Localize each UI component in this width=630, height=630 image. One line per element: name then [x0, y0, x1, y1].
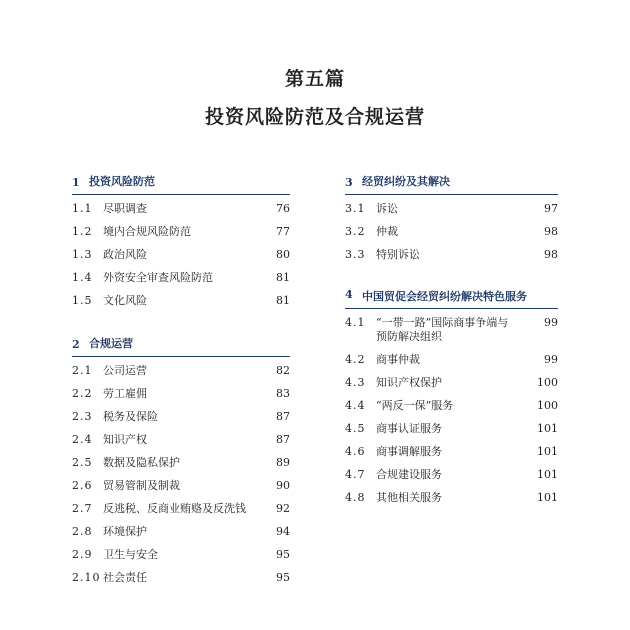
entry-number: 4.2: [345, 353, 366, 366]
main-title: 投资风险防范及合规运营: [204, 106, 425, 128]
entry-title: 反逃税、反商业贿赂及反洗钱: [103, 502, 246, 515]
section-heading[interactable]: [72, 334, 290, 354]
toc-right-column: [345, 172, 558, 531]
section-divider: [72, 194, 290, 195]
entry-page: 100: [537, 376, 558, 389]
toc-entry[interactable]: [72, 201, 290, 224]
toc-entry[interactable]: [72, 524, 290, 547]
toc-entry[interactable]: [345, 247, 558, 270]
section-title: 投资风险防范: [89, 175, 155, 188]
entry-title: 贸易管制及制裁: [103, 479, 180, 492]
section-title: 中国贸促会经贸纠纷解决特色服务: [362, 290, 527, 303]
toc-entry[interactable]: [345, 201, 558, 224]
toc-entry[interactable]: [345, 375, 558, 398]
entry-title: 尽职调查: [103, 202, 147, 215]
toc-entry[interactable]: [72, 293, 290, 316]
toc-entry[interactable]: [72, 409, 290, 432]
toc-section: [72, 172, 290, 316]
entry-number: 4.6: [345, 445, 366, 458]
section-divider: [72, 356, 290, 357]
entry-number: 1.1: [72, 202, 93, 215]
entry-number: 1.3: [72, 248, 93, 261]
entry-title: 其他相关服务: [376, 491, 442, 504]
entry-number: 2.9: [72, 548, 93, 561]
toc-entry[interactable]: [72, 432, 290, 455]
entry-number: 1.2: [72, 225, 93, 238]
entry-title: “两反一保”服务: [376, 399, 454, 412]
entry-number: 2.2: [72, 387, 93, 400]
entry-title: 商事调解服务: [376, 445, 442, 458]
toc-section: [345, 288, 558, 513]
entry-number: 1.4: [72, 271, 93, 284]
entry-number: 3.1: [345, 202, 366, 215]
toc-entry[interactable]: [345, 315, 558, 352]
entry-title: 商事认证服务: [376, 422, 442, 435]
entry-page: 98: [544, 248, 558, 261]
entry-number: 2.5: [72, 456, 93, 469]
entry-title: 公司运营: [103, 364, 147, 377]
entry-number: 2.10: [72, 571, 101, 584]
entry-title: 环境保护: [103, 525, 147, 538]
toc-entry[interactable]: [72, 501, 290, 524]
entry-page: 101: [537, 422, 558, 435]
entry-number: 4.1: [345, 316, 366, 329]
section-divider: [345, 308, 558, 309]
entry-page: 94: [276, 525, 290, 538]
entry-title: 数据及隐私保护: [103, 456, 180, 469]
section-heading[interactable]: [72, 172, 290, 192]
toc-entry[interactable]: [72, 547, 290, 570]
entry-number: 1.5: [72, 294, 93, 307]
entry-number: 4.7: [345, 468, 366, 481]
entry-number: 2.7: [72, 502, 93, 515]
entry-page: 92: [276, 502, 290, 515]
entry-page: 101: [537, 445, 558, 458]
toc-section: [345, 172, 558, 270]
entry-page: 87: [276, 410, 290, 423]
toc-entry[interactable]: [345, 444, 558, 467]
entry-number: 2.1: [72, 364, 93, 377]
toc-entry[interactable]: [72, 386, 290, 409]
entry-page: 81: [276, 271, 290, 284]
entry-page: 98: [544, 225, 558, 238]
entry-title: 社会责任: [103, 571, 147, 584]
entry-number: 4.4: [345, 399, 366, 412]
entry-title: 商事仲裁: [376, 353, 420, 366]
entry-title: 知识产权: [103, 433, 147, 446]
entry-number: 3.3: [345, 248, 366, 261]
toc-entry[interactable]: [72, 247, 290, 270]
entry-page: 77: [276, 225, 290, 238]
entry-number: 2.3: [72, 410, 93, 423]
entry-page: 87: [276, 433, 290, 446]
entry-page: 101: [537, 468, 558, 481]
section-heading[interactable]: [345, 288, 558, 306]
entry-title: 特别诉讼: [376, 248, 420, 261]
entry-page: 76: [276, 202, 290, 215]
toc-entry[interactable]: [72, 270, 290, 293]
entry-number: 2.4: [72, 433, 93, 446]
toc-entry[interactable]: [72, 455, 290, 478]
entry-page: 101: [537, 491, 558, 504]
section-divider: [345, 194, 558, 195]
entry-page: 83: [276, 387, 290, 400]
entry-page: 81: [276, 294, 290, 307]
entry-title: 卫生与安全: [103, 548, 158, 561]
section-number: 4: [345, 288, 353, 301]
section-number: 1: [72, 175, 80, 189]
entry-page: 95: [276, 548, 290, 561]
entry-title: 劳工雇佣: [103, 387, 147, 400]
section-number: 3: [345, 175, 353, 189]
section-title: 合规运营: [89, 337, 133, 350]
entry-page: 90: [276, 479, 290, 492]
entry-title: 境内合规风险防范: [103, 225, 191, 238]
toc-entry[interactable]: [345, 224, 558, 247]
entry-page: 99: [544, 316, 558, 329]
entry-number: 2.6: [72, 479, 93, 492]
entry-number: 4.8: [345, 491, 366, 504]
toc-entry[interactable]: [72, 570, 290, 593]
entry-page: 100: [537, 399, 558, 412]
entry-number: 4.3: [345, 376, 366, 389]
entry-page: 80: [276, 248, 290, 261]
entry-title: 税务及保险: [103, 410, 158, 423]
toc-entry[interactable]: [345, 490, 558, 513]
entry-title: 文化风险: [103, 294, 147, 307]
entry-title: “一带一路”国际商事争端与预防解决组织: [376, 316, 509, 343]
entry-number: 4.5: [345, 422, 366, 435]
toc-entry[interactable]: [345, 398, 558, 421]
section-number: 2: [72, 337, 80, 351]
entry-title: 诉讼: [376, 202, 398, 215]
entry-title: 知识产权保护: [376, 376, 442, 389]
toc-left-column: [72, 172, 290, 611]
toc-entry[interactable]: [345, 352, 558, 375]
entry-page: 89: [276, 456, 290, 469]
entry-title: 合规建设服务: [376, 468, 442, 481]
entry-title: 仲裁: [376, 225, 398, 238]
toc-entry[interactable]: [345, 421, 558, 444]
toc-entry[interactable]: [345, 467, 558, 490]
entry-page: 97: [544, 202, 558, 215]
entry-page: 95: [276, 571, 290, 584]
entry-title: 政治风险: [103, 248, 147, 261]
entry-number: 3.2: [345, 225, 366, 238]
section-heading[interactable]: [345, 172, 558, 192]
toc-entry[interactable]: [72, 478, 290, 501]
part-title: 第五篇: [284, 68, 345, 90]
entry-page: 82: [276, 364, 290, 377]
entry-number: 2.8: [72, 525, 93, 538]
toc-entry[interactable]: [72, 363, 290, 386]
entry-title: 外资安全审查风险防范: [103, 271, 213, 284]
toc-entry[interactable]: [72, 224, 290, 247]
toc-section: [72, 334, 290, 593]
entry-page: 99: [544, 353, 558, 366]
section-title: 经贸纠纷及其解决: [362, 175, 450, 188]
